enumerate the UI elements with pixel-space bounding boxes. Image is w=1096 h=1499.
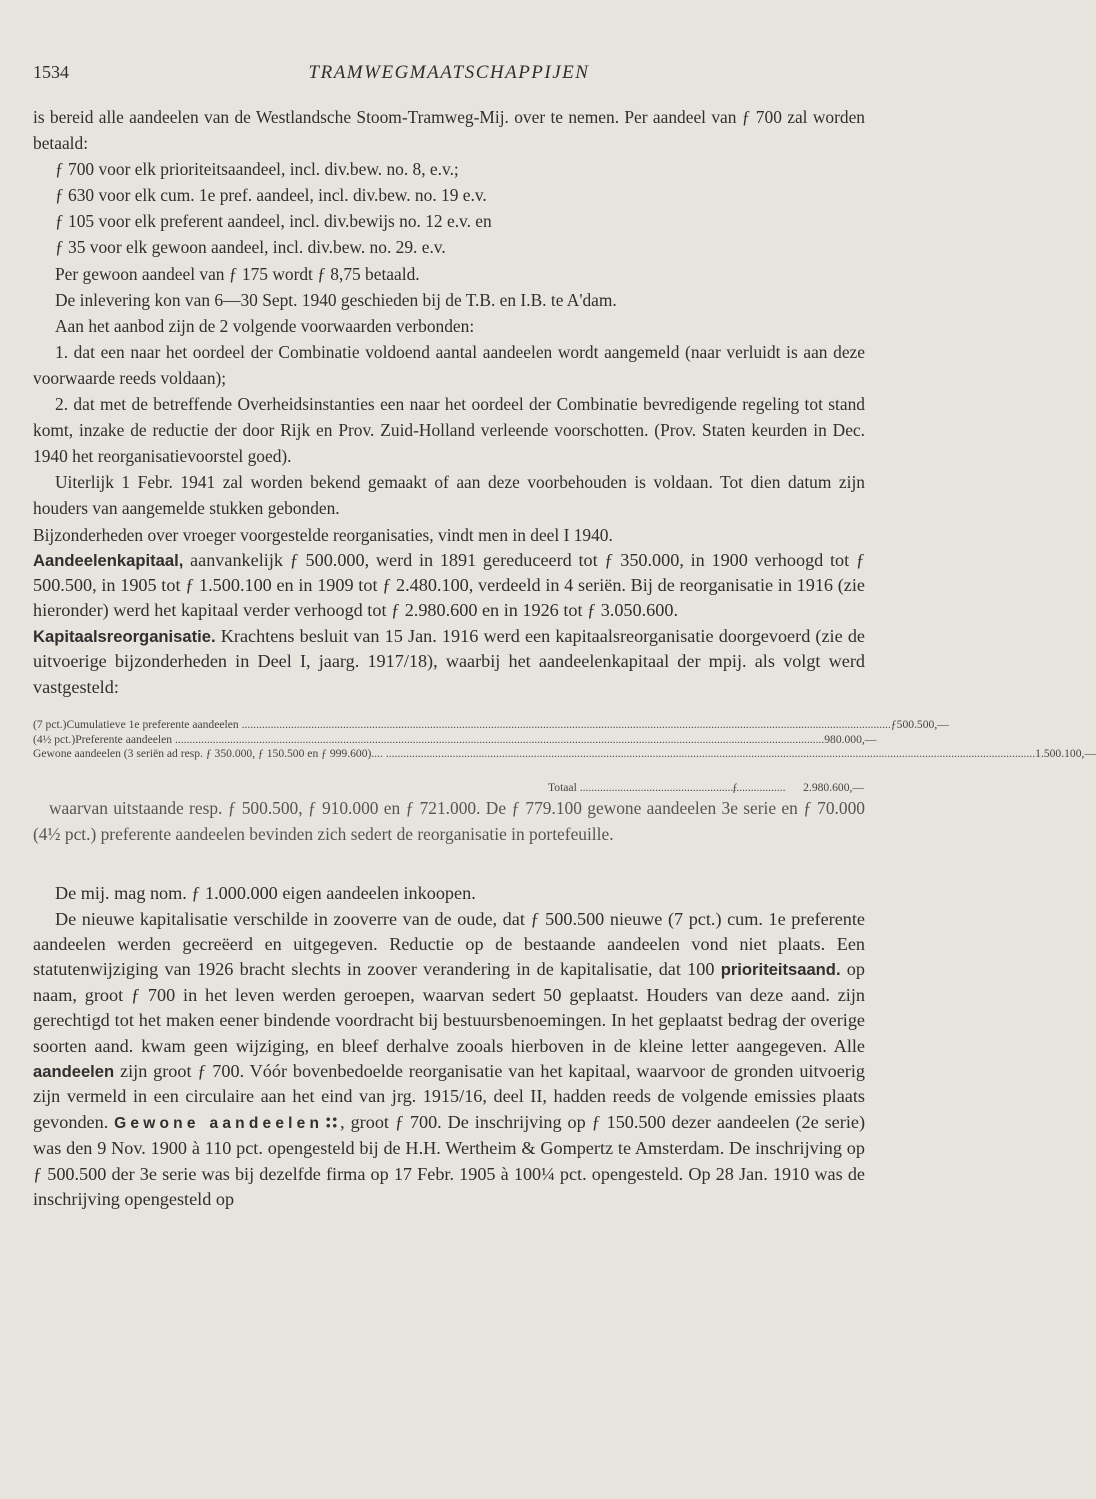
paragraph: ƒ 630 voor elk cum. 1e pref. aandeel, incl. div.bew. no. 19 e.v. [55, 185, 487, 206]
desc-cell: Gewone aandeelen (3 seriën ad resp. ƒ 350.000, ƒ 150.500 en ƒ 999.600).... ..... [33, 747, 1035, 762]
page-header [33, 62, 865, 88]
pct-cell: (4½ pct.) [33, 732, 76, 746]
running-title: TRAMWEGMAATSCHAPPIJEN [308, 62, 590, 83]
page-body [33, 104, 1096, 1213]
desc-cell: Preferente aandeelen ..... [75, 733, 824, 748]
paragraph-kapitaal [33, 548, 865, 624]
paragraph: Bijzonderheden over vroeger voorgestelde reorganisaties, vindt men in deel I 1940. [33, 524, 613, 545]
kapitaal-text: aanvankelijk ƒ 500.000, werd in 1891 gereduceerd tot ƒ 350.000, in 1900 verhoogd tot ƒ 500.500, in 1905 tot ƒ 1.500.100 en in 1909 tot ƒ 2.480.100, verdeeld in 4 seriën. Bij de reorganisatie in 1916 (zie hieronder) werd het kapitaal verder verhoogd tot ƒ 2.980.600 en in 1926 tot ƒ 3.050.600. [33, 549, 865, 621]
pct-cell: (7 pct.) [33, 718, 67, 732]
currency-cell: ƒ [890, 718, 897, 732]
amount-cell: 500.500,— [896, 718, 949, 732]
table-row [33, 718, 949, 733]
page-number: 1534 [33, 62, 69, 82]
total-amount: 2.980.600,— [803, 780, 864, 794]
spaced-term: Gewone aandeelen [114, 1114, 324, 1132]
amount-cell: 1.500.100,— [1035, 747, 1096, 761]
table-total-row [33, 781, 865, 796]
bold-term: aandeelen [33, 1062, 115, 1082]
amount-cell: 980.000,— [824, 732, 877, 746]
bold-term: prioriteitsaand. [720, 960, 841, 980]
paragraph: 2. dat met de betreffende Overheidsinstanties een naar het oordeel der Combinatie bevredigende regeling tot stand komt, inzake de reductie der door Rijk en Prov. Zuid-Holland verleende voorschotten. (Prov. Staten keurden in Dec. 1940 het reorganisatievoorstel goed). [33, 394, 865, 467]
paragraph: De mij. mag nom. ƒ 1.000.000 eigen aandeelen inkoopen. [55, 883, 476, 904]
paragraph: Uiterlijk 1 Febr. 1941 zal worden bekend gemaakt of aan deze voorbehouden is voldaan. Tot dien datum zijn houders van aangemelde stukken gebonden. [33, 472, 865, 519]
paragraph: Per gewoon aandeel van ƒ 175 wordt ƒ 8,75 betaald. [55, 263, 420, 284]
currency-cell: ƒ [732, 780, 738, 794]
reorg-text: Krachtens besluit van 15 Jan. 1916 werd een kapitaalsreorganisatie doorgevoerd (zie de uitvoerige bijzonderheden in Deel I, jaarg. 1917/18), waarbij het aandeelenkapitaal der mpij. als volgt werd vastgesteld: [33, 625, 865, 697]
paragraph: is bereid alle aandeelen van de Westlandsche Stoom-Tramweg-Mij. over te nemen. Per aandeel van ƒ 700 zal worden betaald: [33, 107, 865, 154]
capital-table [33, 718, 1096, 795]
paragraph: De inlevering kon van 6—30 Sept. 1940 geschieden bij de T.B. en I.B. te A'dam. [55, 289, 617, 310]
total-label: Totaal ..... [548, 781, 714, 796]
paragraph: ƒ 105 voor elk preferent aandeel, incl. div.bewijs no. 12 e.v. en [55, 211, 492, 232]
paragraph-capitalisation: De nieuwe kapitalisatie verschilde in zooverre van de oude, dat ƒ 500.500 nieuwe (7 pct.) cum. 1e preferente aandeelen werden gecreëerd en uitgegeven. Reductie op de bestaande aandeelen vond niet plaats. Een statutenwijziging van 1926 bracht slechts in zoover verandering in de kapitalisatie, dat 100 prioriteitsaand. op naam, groot ƒ 700 in het leven werden geroepen, waarvan sedert 50 geplaatst. Houders van deze aand. zijn gerechtigd tot het maken eener bindende voordracht bij bestuursbenoemingen. In het geplaatst bedrag der overige soorten aand. kwam geen wijziging, en bleef derhalve zooals hierboven in de kleine letter aangegeven. Alle aandeelen zijn groot ƒ 700. Vóór bovenbedoelde reorganisatie van het kapitaal, waarvoor de gronden uitvoerig zijn vermeld in een circulaire aan het eind van jrg. 1915/16, deel II, hadden reeds de volgende emissies plaats gevonden. Gewone aandeelen , groot ƒ 700. De inschrijving op ƒ 150.500 dezer aandeelen (2e serie) was den 9 Nov. 1900 à 110 pct. opengesteld bij de H.H. Wertheim & Gompertz te Amsterdam. De inschrijving op ƒ 500.500 der 3e serie was bij dezelfde firma op 17 Febr. 1905 à 100¼ pct. opengesteld. Op 28 Jan. 1910 was de inschrijving opengesteld op [33, 908, 865, 1210]
paragraph: 1. dat een naar het oordeel der Combinatie voldoend aantal aandeelen wordt aangemeld (naar verluidt is aan deze voorwaarde reeds voldaan); [33, 341, 865, 388]
section-heading-reorg: Kapitaalsreorganisatie. [33, 626, 216, 646]
section-heading-kapitaal: Aandeelenkapitaal, [33, 550, 184, 570]
small-print-note: waarvan uitstaande resp. ƒ 500.500, ƒ 910.000 en ƒ 721.000. De ƒ 779.100 gewone aandeelen 3e serie en ƒ 70.000 (4½ pct.) preferente aandeelen bevinden zich sedert de reorganisatie in portefeuille. [33, 798, 865, 845]
paragraph: Aan het aanbod zijn de 2 volgende voorwaarden verbonden: [55, 315, 475, 336]
paragraph-reorg [33, 624, 865, 700]
table-row [33, 732, 877, 748]
table-row [33, 747, 1096, 762]
share-symbol-icon [325, 1116, 338, 1129]
paragraph: ƒ 35 voor elk gewoon aandeel, incl. div.bew. no. 29. e.v. [55, 237, 446, 258]
desc-cell: Cumulatieve 1e preferente aandeelen ..... [66, 718, 890, 733]
paragraph: ƒ 700 voor elk prioriteitsaandeel, incl. div.bew. no. 8, e.v.; [55, 159, 459, 180]
